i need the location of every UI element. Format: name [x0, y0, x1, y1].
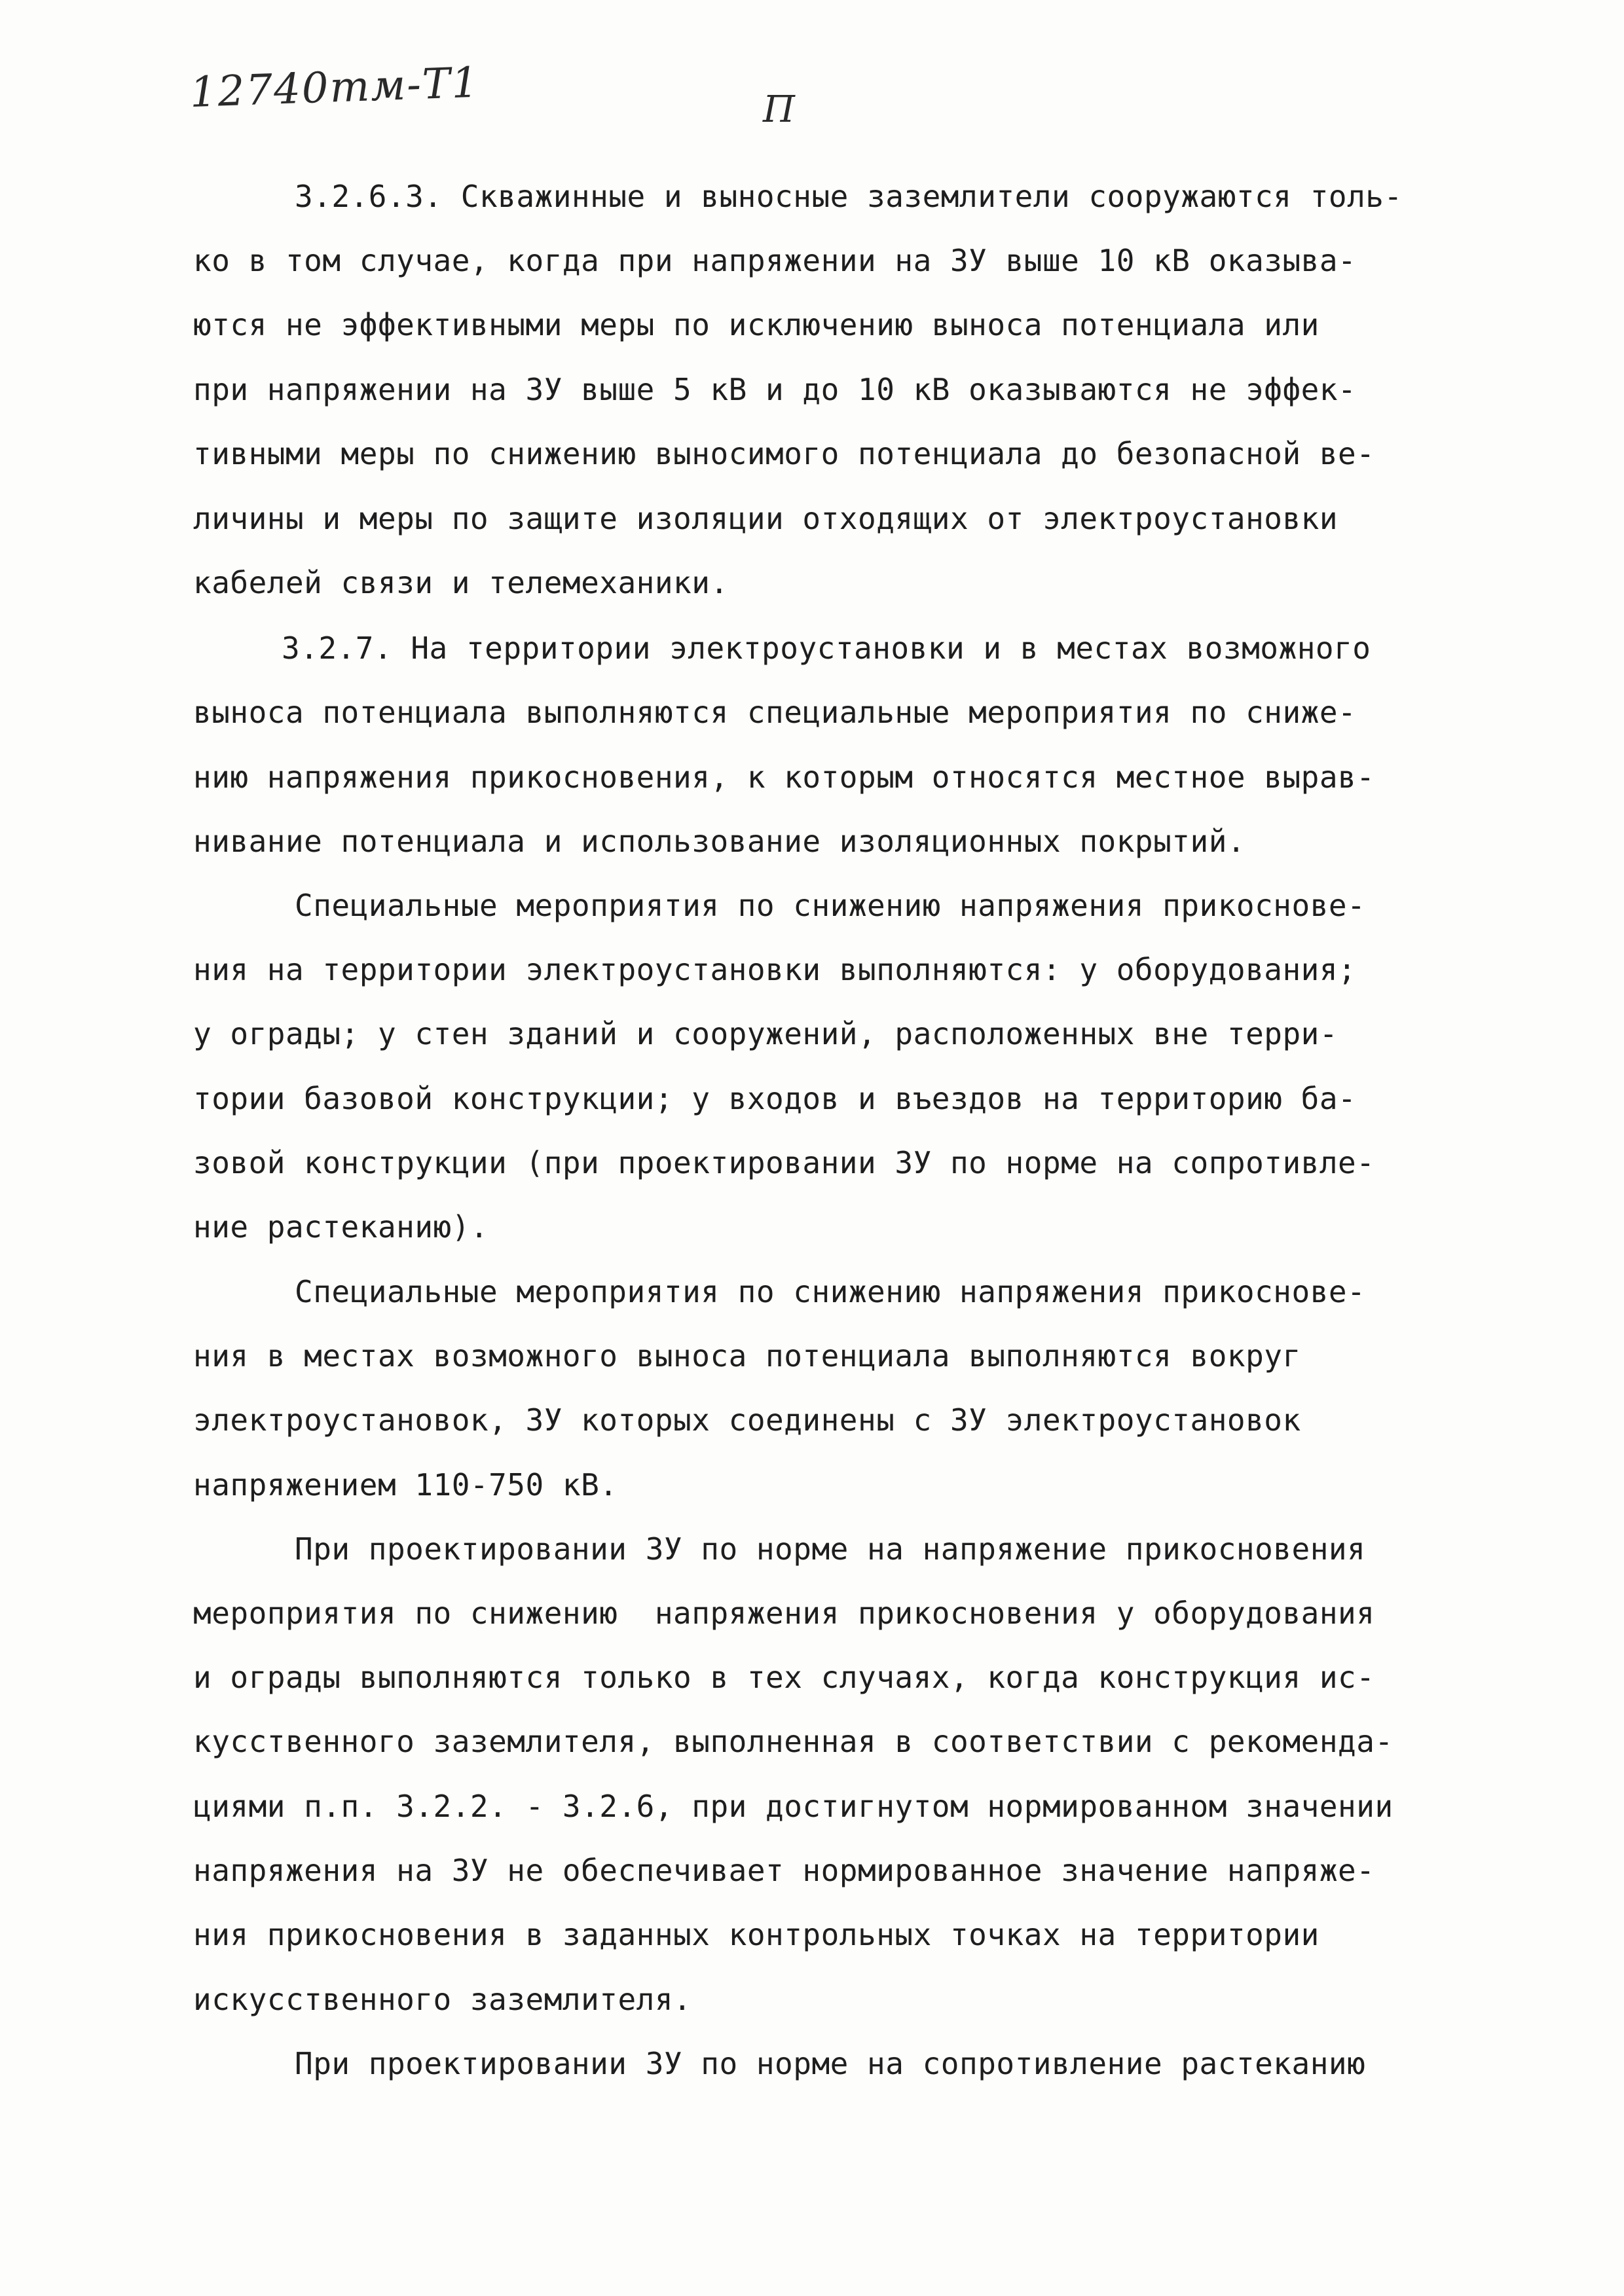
text-line: кабелей связи и телемеханики.: [193, 565, 729, 600]
text-line: При проектировании ЗУ по норме на сопротивление растеканию: [295, 2046, 1366, 2081]
document-code: 12740тм-Т1: [189, 58, 481, 117]
text-line: искусственного заземлителя.: [193, 1982, 692, 2017]
text-line: напряжения на ЗУ не обеспечивает нормированное значение напряже-: [193, 1853, 1375, 1888]
text-line: Специальные мероприятия по снижению напряжения прикоснове-: [295, 888, 1366, 923]
text-line: 3.2.7. На территории электроустановки и в местах возможного: [282, 630, 1371, 666]
text-line: циями п.п. 3.2.2. - 3.2.6, при достигнутом нормированном значении: [193, 1789, 1393, 1824]
text-line: у ограды; у стен зданий и сооружений, расположенных вне терри-: [193, 1016, 1338, 1051]
text-line: напряжением 110-750 кВ.: [193, 1467, 618, 1503]
text-line: Специальные мероприятия по снижению напряжения прикоснове-: [295, 1274, 1366, 1309]
text-line: и ограды выполняются только в тех случаях, когда конструкция ис-: [193, 1660, 1375, 1695]
text-line: тории базовой конструкции; у входов и въездов на территорию ба-: [193, 1081, 1357, 1116]
text-line: ются не эффективными меры по исключению выноса потенциала или: [193, 307, 1320, 342]
text-line: При проектировании ЗУ по норме на напряжение прикосновения: [295, 1531, 1366, 1567]
text-line: зовой конструкции (при проектировании ЗУ по норме на сопротивле-: [193, 1145, 1375, 1180]
text-line: ния в местах возможного выноса потенциала выполняются вокруг: [193, 1338, 1301, 1374]
text-line: ния на территории электроустановки выполняются: у оборудования;: [193, 952, 1357, 987]
text-line: нивание потенциала и использование изоляционных покрытий.: [193, 824, 1246, 859]
text-line: ние растеканию).: [193, 1209, 489, 1245]
text-line: тивными меры по снижению выносимого потенциала до безопасной ве-: [193, 436, 1375, 471]
text-line: мероприятия по снижению напряжения прикосновения у оборудования: [193, 1595, 1375, 1631]
text-line: при напряжении на ЗУ выше 5 кВ и до 10 кВ оказываются не эффек-: [193, 372, 1357, 407]
text-line: нию напряжения прикосновения, к которым относятся местное вырав-: [193, 759, 1375, 795]
text-line: выноса потенциала выполняются специальные мероприятия по сниже-: [193, 695, 1357, 730]
text-line: электроустановок, ЗУ которых соединены с ЗУ электроустановок: [193, 1402, 1301, 1438]
text-line: ния прикосновения в заданных контрольных точках на территории: [193, 1917, 1320, 1952]
text-line: ко в том случае, когда при напряжении на ЗУ выше 10 кВ оказыва-: [193, 243, 1357, 278]
text-line: личины и меры по защите изоляции отходящих от электроустановки: [193, 501, 1338, 536]
page-number: П: [763, 88, 795, 131]
text-line: кусственного заземлителя, выполненная в соответствии с рекоменда-: [193, 1724, 1393, 1759]
text-line: 3.2.6.3. Скважинные и выносные заземлители сооружаются толь-: [295, 179, 1403, 214]
